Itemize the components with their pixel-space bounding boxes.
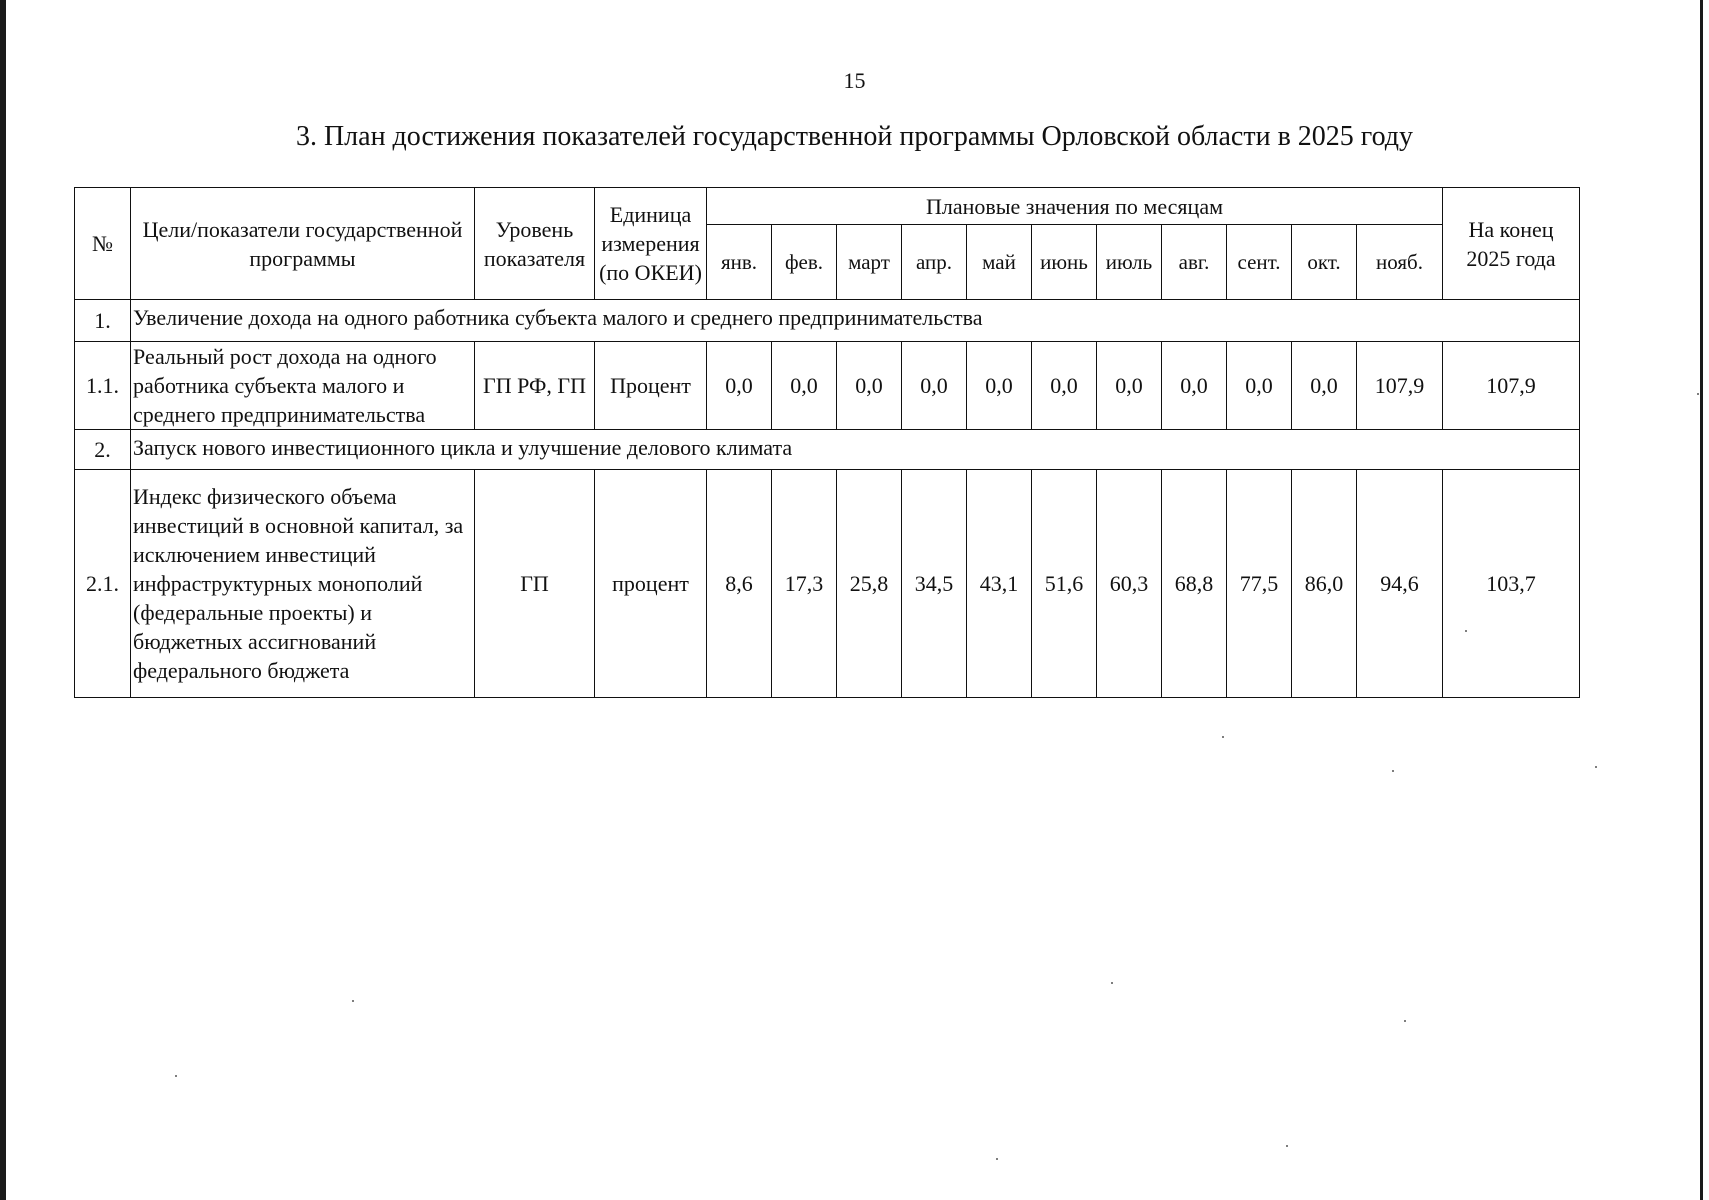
header-month: июнь — [1032, 225, 1097, 300]
header-unit: Единица измерения (по ОКЕИ) — [595, 188, 707, 300]
scan-speck — [1465, 630, 1467, 632]
monthly-value: 94,6 — [1357, 470, 1443, 698]
monthly-value: 0,0 — [1227, 342, 1292, 430]
goal-num: 2. — [75, 430, 131, 470]
header-level: Уровень показателя — [475, 188, 595, 300]
goal-row — [75, 430, 1580, 470]
indicator-level: ГП РФ, ГП — [475, 342, 595, 430]
monthly-value: 0,0 — [1162, 342, 1227, 430]
monthly-value: 0,0 — [772, 342, 837, 430]
monthly-value: 51,6 — [1032, 470, 1097, 698]
scan-speck — [352, 1000, 354, 1002]
monthly-value: 86,0 — [1292, 470, 1357, 698]
scan-edge-right — [1700, 0, 1703, 1200]
scan-speck — [1111, 982, 1113, 984]
scan-speck — [1286, 1145, 1288, 1147]
indicator-unit: процент — [595, 470, 707, 698]
scan-speck — [1595, 766, 1597, 768]
year-end-value: 107,9 — [1443, 342, 1580, 430]
header-month: янв. — [707, 225, 772, 300]
monthly-value: 68,8 — [1162, 470, 1227, 698]
indicator-num: 2.1. — [75, 470, 131, 698]
plan-table — [74, 187, 1580, 698]
header-month: окт. — [1292, 225, 1357, 300]
monthly-value: 0,0 — [1097, 342, 1162, 430]
indicator-level: ГП — [475, 470, 595, 698]
header-row-top — [75, 188, 1580, 225]
scan-edge-left — [0, 0, 6, 1200]
header-month: фев. — [772, 225, 837, 300]
header-month: нояб. — [1357, 225, 1443, 300]
header-month: май — [967, 225, 1032, 300]
scan-speck — [1222, 736, 1224, 738]
monthly-value: 0,0 — [707, 342, 772, 430]
monthly-value: 77,5 — [1227, 470, 1292, 698]
goal-text: Запуск нового инвестиционного цикла и улучшение делового климата — [131, 430, 1580, 470]
monthly-value: 17,3 — [772, 470, 837, 698]
header-monthly-group: Плановые значения по месяцам — [707, 188, 1443, 225]
header-year-end: На конец 2025 года — [1443, 188, 1580, 300]
page-title: 3. План достижения показателей государственной программы Орловской области в 2025 году — [295, 121, 1414, 152]
indicator-row — [75, 342, 1580, 430]
monthly-value: 60,3 — [1097, 470, 1162, 698]
header-num: № — [75, 188, 131, 300]
monthly-value: 43,1 — [967, 470, 1032, 698]
indicator-unit: Процент — [595, 342, 707, 430]
scan-speck — [1392, 770, 1394, 772]
monthly-value: 8,6 — [707, 470, 772, 698]
header-month: сент. — [1227, 225, 1292, 300]
header-month: авг. — [1162, 225, 1227, 300]
indicator-row — [75, 470, 1580, 698]
scan-speck — [175, 1075, 177, 1077]
indicator-num: 1.1. — [75, 342, 131, 430]
monthly-value: 0,0 — [967, 342, 1032, 430]
monthly-value: 0,0 — [1032, 342, 1097, 430]
scan-speck — [1697, 393, 1699, 395]
goal-num: 1. — [75, 300, 131, 342]
header-month: апр. — [902, 225, 967, 300]
monthly-value: 34,5 — [902, 470, 967, 698]
monthly-value: 107,9 — [1357, 342, 1443, 430]
scan-speck — [1404, 1020, 1406, 1022]
indicator-name: Индекс физического объема инвестиций в основной капитал, за исключением инвестиций инфраструктурных монополий (федеральные проекты) и бюджетных ассигнований федерального бюджета — [131, 470, 475, 698]
year-end-value: 103,7 — [1443, 470, 1580, 698]
header-month: март — [837, 225, 902, 300]
page-number: 15 — [843, 68, 866, 93]
monthly-value: 25,8 — [837, 470, 902, 698]
scan-speck — [996, 1158, 998, 1160]
monthly-value: 0,0 — [837, 342, 902, 430]
indicator-name: Реальный рост дохода на одного работника субъекта малого и среднего предпринимательства — [131, 342, 475, 430]
header-goal: Цели/показатели государственной программы — [131, 188, 475, 300]
header-month: июль — [1097, 225, 1162, 300]
monthly-value: 0,0 — [902, 342, 967, 430]
goal-row — [75, 300, 1580, 342]
monthly-value: 0,0 — [1292, 342, 1357, 430]
goal-text: Увеличение дохода на одного работника субъекта малого и среднего предпринимательства — [131, 300, 1580, 342]
